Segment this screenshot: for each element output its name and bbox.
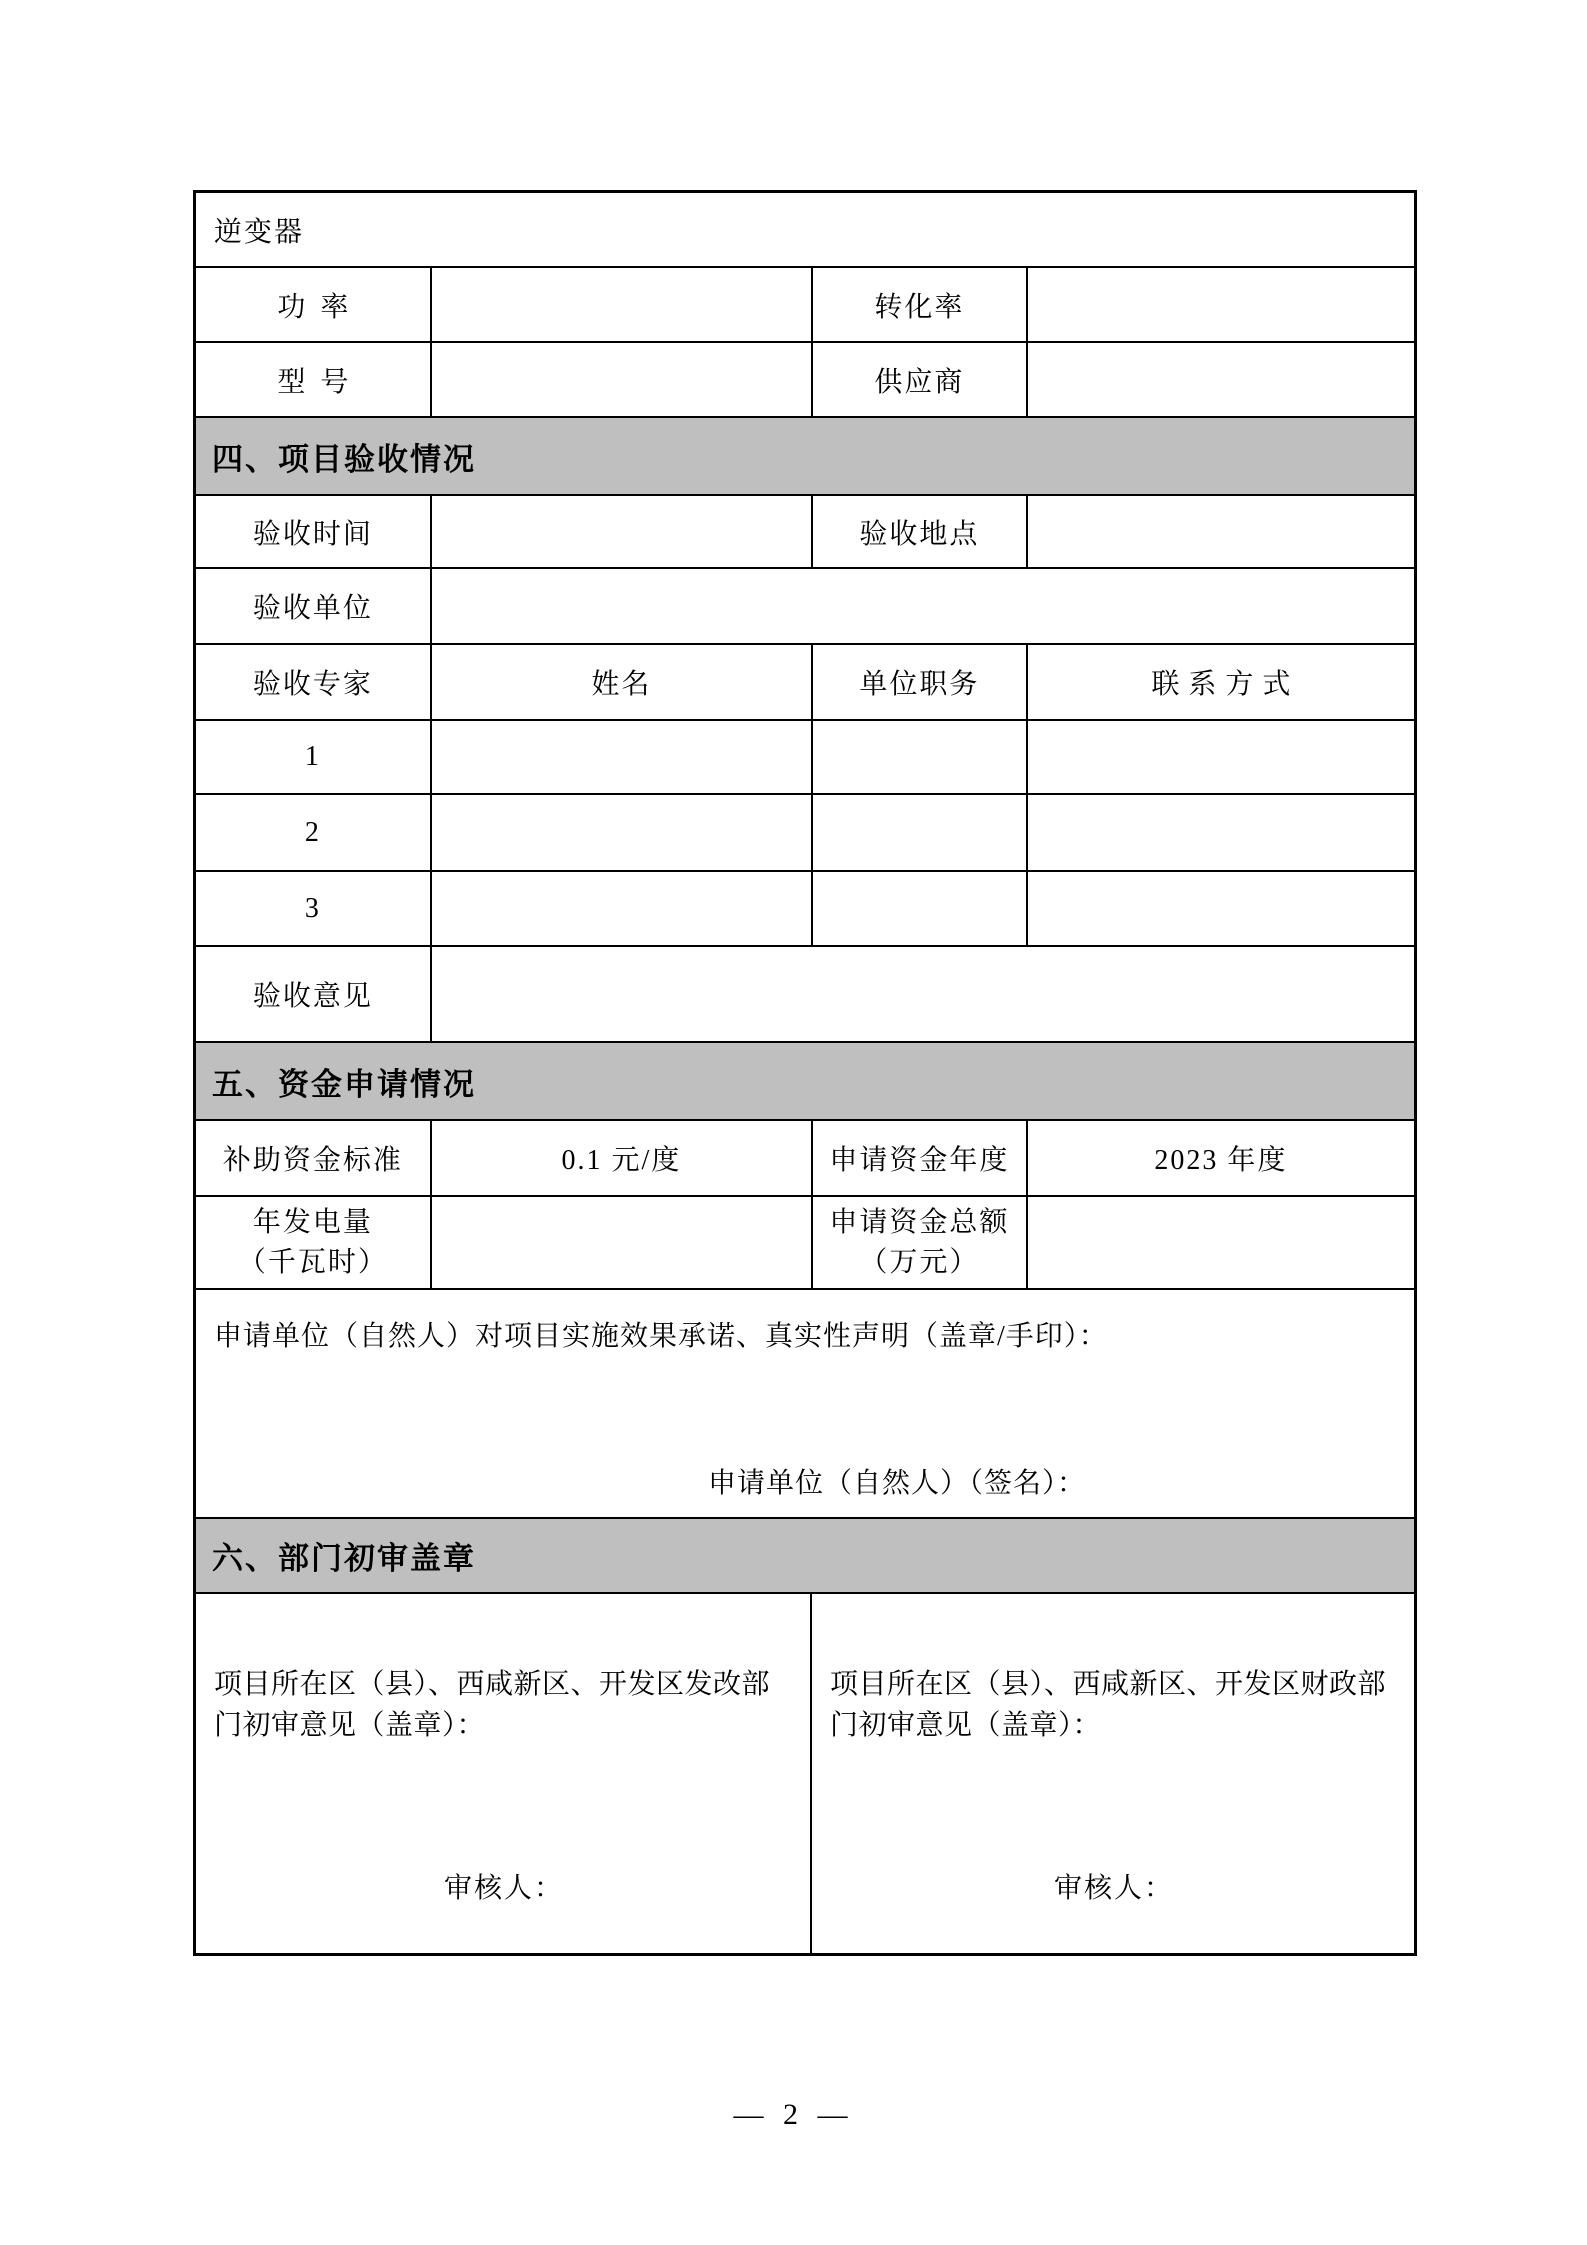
expert-3-no-cell: 3 xyxy=(196,872,432,945)
expert-2-name-cell xyxy=(432,795,813,870)
expert-row-3 xyxy=(196,872,1414,947)
expert-2-position-cell xyxy=(813,795,1028,870)
model-label-cell xyxy=(196,343,432,416)
expert-3-contact-cell xyxy=(1028,872,1414,945)
supplier-value-cell xyxy=(1028,343,1414,416)
inverter-power-row xyxy=(196,268,1414,343)
finance-opinion-label: 项目所在区（县）、西咸新区、开发区财政部门初审意见（盖章）： xyxy=(829,1669,1386,1741)
fgw-reviewer-label: 审核人： xyxy=(443,1873,564,1904)
section-funding-title: 五、资金申请情况 xyxy=(212,1066,476,1102)
declaration-text: 申请单位（自然人）对项目实施效果承诺、真实性声明（盖章/手印）： xyxy=(214,1321,1108,1352)
apply-total-label: 申请资金总额 xyxy=(829,1206,1010,1238)
acceptance-opinion-label-cell: 验收意见 xyxy=(196,947,432,1041)
expert-header-row xyxy=(196,645,1414,721)
expert-1-no-cell: 1 xyxy=(196,721,432,793)
acceptance-unit-row xyxy=(196,569,1414,645)
section-acceptance-title: 四、项目验收情况 xyxy=(212,441,476,477)
apply-year-value-cell: 2023 年度 xyxy=(1154,1145,1288,1176)
expert-1-name-cell xyxy=(432,721,813,793)
subsidy-standard-value-cell: 0.1 元/度 xyxy=(432,1121,813,1195)
annual-generation-label: 年发电量 xyxy=(252,1206,373,1238)
expert-name-header-cell: 姓名 xyxy=(432,645,813,719)
power-label-cell xyxy=(196,268,432,341)
power-value-cell xyxy=(432,268,813,341)
acceptance-unit-label-cell: 验收单位 xyxy=(196,569,432,643)
apply-total-unit: （万元） xyxy=(859,1246,980,1278)
expert-contact-header-cell xyxy=(1028,645,1414,719)
declaration-row xyxy=(196,1290,1414,1519)
acceptance-opinion-value-cell xyxy=(432,947,1414,1041)
inverter-model-row xyxy=(196,343,1414,418)
supplier-label-cell: 供应商 xyxy=(813,343,1028,416)
acceptance-location-label-cell: 验收地点 xyxy=(813,496,1028,567)
expert-label-cell: 验收专家 xyxy=(196,645,432,719)
fgw-opinion-label: 项目所在区（县）、西咸新区、开发区发改部门初审意见（盖章）： xyxy=(214,1669,771,1741)
page-number: — 2 — xyxy=(733,2098,854,2131)
model-value-cell xyxy=(432,343,813,416)
inverter-row xyxy=(196,193,1414,268)
conversion-rate-value-cell xyxy=(1028,268,1414,341)
acceptance-location-value-cell xyxy=(1028,496,1414,567)
expert-row-1 xyxy=(196,721,1414,795)
annual-generation-row xyxy=(196,1197,1414,1290)
inverter-label: 逆变器 xyxy=(214,216,305,248)
section-review-header xyxy=(196,1519,1414,1594)
annual-generation-unit: （千瓦时） xyxy=(237,1246,388,1278)
model-label: 型号 xyxy=(277,366,364,398)
finance-review-cell xyxy=(812,1594,1414,1953)
expert-row-2 xyxy=(196,795,1414,872)
declaration-signature-label: 申请单位（自然人）（签名）： xyxy=(708,1468,1087,1499)
annual-generation-label-cell xyxy=(196,1197,432,1288)
expert-3-name-cell xyxy=(432,872,813,945)
acceptance-time-label-cell: 验收时间 xyxy=(196,496,432,567)
expert-3-position-cell xyxy=(813,872,1028,945)
expert-contact-header: 联系方式 xyxy=(1151,669,1300,700)
section-review-title: 六、部门初审盖章 xyxy=(212,1541,476,1576)
acceptance-time-row xyxy=(196,496,1414,569)
acceptance-time-value-cell xyxy=(432,496,813,567)
expert-2-no-cell: 2 xyxy=(196,795,432,870)
apply-total-label-cell xyxy=(813,1197,1028,1288)
expert-1-contact-cell xyxy=(1028,721,1414,793)
declaration-cell xyxy=(196,1290,1414,1517)
application-form-table xyxy=(193,190,1417,1956)
subsidy-standard-label-cell: 补助资金标准 xyxy=(196,1121,432,1195)
apply-year-label-cell: 申请资金年度 xyxy=(813,1121,1028,1195)
annual-generation-value-cell xyxy=(432,1197,813,1288)
acceptance-opinion-row xyxy=(196,947,1414,1043)
expert-1-position-cell xyxy=(813,721,1028,793)
apply-total-value-cell xyxy=(1028,1197,1414,1288)
section-funding-header xyxy=(196,1043,1414,1121)
conversion-rate-label-cell: 转化率 xyxy=(813,268,1028,341)
expert-position-header-cell: 单位职务 xyxy=(813,645,1028,719)
expert-2-contact-cell xyxy=(1028,795,1414,870)
power-label: 功率 xyxy=(277,291,364,323)
section-acceptance-header xyxy=(196,418,1414,496)
review-row xyxy=(196,1594,1414,1953)
finance-reviewer-label: 审核人： xyxy=(1053,1873,1174,1904)
fgw-review-cell xyxy=(196,1594,812,1953)
subsidy-standard-row xyxy=(196,1121,1414,1197)
acceptance-unit-value-cell xyxy=(432,569,1414,643)
